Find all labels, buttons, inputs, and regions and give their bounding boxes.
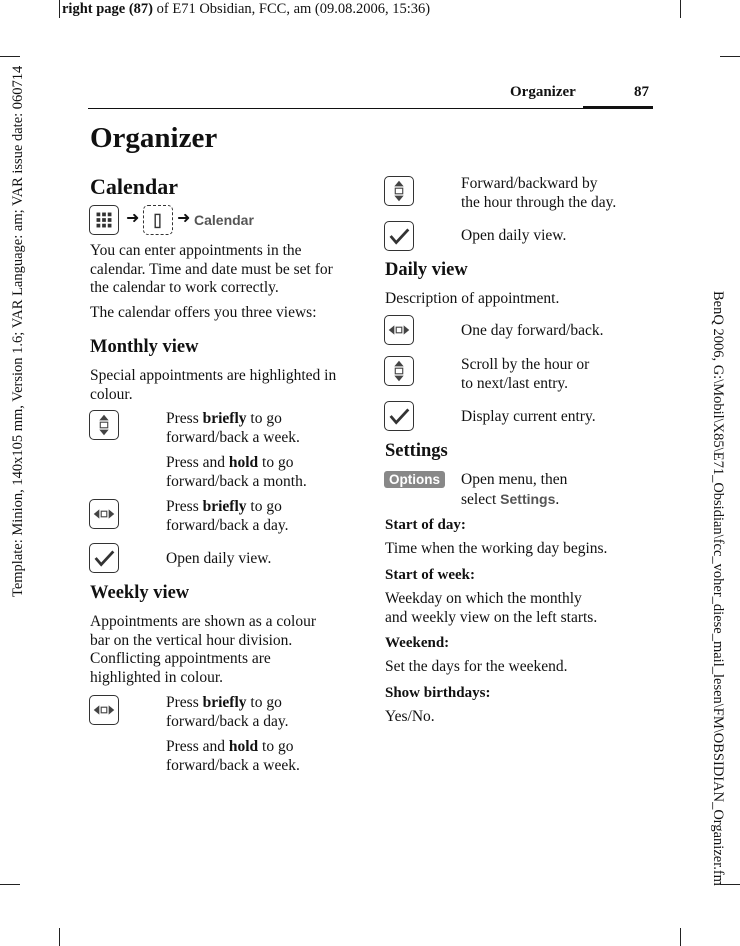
emphasis: hold bbox=[228, 738, 259, 755]
text-run: to go bbox=[246, 694, 282, 711]
organizer-icon bbox=[143, 205, 173, 235]
weekly-view-desc bbox=[90, 613, 316, 687]
daily-row-display: Display current entry. bbox=[461, 408, 596, 425]
views-intro: The calendar offers you three views: bbox=[90, 304, 317, 321]
text-line: Scroll by the hour or bbox=[461, 356, 590, 373]
page-number: 87 bbox=[634, 84, 649, 100]
page-title: Organizer bbox=[90, 122, 218, 154]
weekend-text: Set the days for the weekend. bbox=[385, 658, 568, 675]
crop-mark bbox=[680, 0, 681, 18]
leftright-nav-icon bbox=[384, 315, 414, 345]
start-of-week-label: Start of week: bbox=[385, 567, 475, 583]
weekly-row-week bbox=[166, 738, 300, 775]
header-rule-accent bbox=[583, 106, 653, 109]
text-run: to go bbox=[246, 498, 282, 515]
daily-view-desc: Description of appointment. bbox=[385, 290, 560, 307]
crop-mark bbox=[59, 0, 60, 18]
emphasis: briefly bbox=[202, 498, 247, 515]
text-line: colour. bbox=[90, 385, 133, 403]
monthly-row-month bbox=[166, 454, 307, 491]
start-of-week-text bbox=[385, 590, 597, 627]
arrow-right-icon: ➜ bbox=[126, 210, 140, 227]
text-line: forward/back a week. bbox=[166, 428, 300, 446]
updown-nav-icon bbox=[384, 356, 414, 386]
weekend-label: Weekend: bbox=[385, 635, 450, 651]
emphasis: briefly bbox=[202, 410, 247, 427]
text-line: forward/back a month. bbox=[166, 472, 307, 490]
checkmark-icon bbox=[384, 221, 414, 251]
text-line: You can enter appointments in the bbox=[90, 242, 302, 259]
text-line: Appointments are shown as a colour bbox=[90, 613, 316, 630]
print-meta-info: of E71 Obsidian, FCC, am (09.08.2006, 15:36) bbox=[153, 1, 431, 17]
text-run: Press bbox=[166, 694, 203, 711]
emphasis: briefly bbox=[202, 694, 247, 711]
text-line: forward/back a week. bbox=[166, 756, 300, 774]
calendar-intro bbox=[90, 242, 333, 298]
updown-nav-icon bbox=[384, 176, 414, 206]
weekly-row-day bbox=[166, 694, 289, 731]
weekly-row-open: Open daily view. bbox=[461, 227, 567, 244]
text-run: Press and bbox=[166, 738, 229, 755]
monthly-view-desc bbox=[90, 367, 336, 404]
start-of-day-label: Start of day: bbox=[385, 517, 466, 533]
monthly-row-week bbox=[166, 410, 300, 447]
monthly-row-day bbox=[166, 498, 289, 535]
emphasis: hold bbox=[228, 454, 259, 471]
checkmark-icon bbox=[89, 543, 119, 573]
menu-grid-icon bbox=[89, 205, 119, 235]
crop-mark bbox=[0, 56, 20, 57]
crop-mark bbox=[59, 928, 60, 946]
text-line: to next/last entry. bbox=[461, 374, 569, 392]
checkmark-icon bbox=[384, 401, 414, 431]
text-line: Weekday on which the monthly bbox=[385, 590, 582, 607]
start-of-day-text: Time when the working day begins. bbox=[385, 540, 608, 557]
running-header: Organizer bbox=[510, 84, 576, 100]
crop-mark bbox=[720, 56, 740, 57]
text-line: the hour through the day. bbox=[461, 193, 617, 211]
text-line: Forward/backward by bbox=[461, 175, 598, 192]
text-run: Press bbox=[166, 498, 203, 515]
text-line: Special appointments are highlighted in bbox=[90, 367, 337, 384]
daily-row-scroll bbox=[461, 356, 589, 393]
daily-view-heading: Daily view bbox=[385, 260, 468, 280]
monthly-row-open: Open daily view. bbox=[166, 550, 272, 567]
show-birthdays-label: Show birthdays: bbox=[385, 685, 491, 701]
settings-heading: Settings bbox=[385, 441, 448, 461]
settings-menu-item: Settings bbox=[500, 490, 556, 507]
print-meta bbox=[62, 1, 430, 18]
daily-row-day: One day forward/back. bbox=[461, 322, 604, 339]
text-run: Press bbox=[166, 410, 203, 427]
text-line: Open menu, then bbox=[461, 471, 568, 488]
template-info: Template: Minion, 140x105 mm, Version 1.6; VAR Language: am; VAR issue date: 060714 bbox=[10, 66, 26, 598]
settings-row-options bbox=[461, 471, 567, 509]
text-line: forward/back a day. bbox=[166, 516, 289, 534]
text-line: and weekly view on the left starts. bbox=[385, 608, 598, 626]
options-key: Options bbox=[384, 471, 445, 488]
crop-mark bbox=[0, 884, 20, 885]
text-line: Conflicting appointments are bbox=[90, 650, 271, 667]
text-line: calendar. Time and date must be set for bbox=[90, 260, 333, 278]
text-run: to go bbox=[258, 454, 294, 471]
text-line: forward/back a day. bbox=[166, 712, 289, 730]
file-path: BenQ 2006, G:\Mobil\X85\E71_Obsidian\fcc_voher_diese_mail_lesen\FM\OBSIDIAN_Organizer.fm bbox=[710, 291, 726, 886]
text-line: bar on the vertical hour division. bbox=[90, 631, 293, 649]
text-run: . bbox=[555, 490, 560, 508]
crop-mark bbox=[680, 928, 681, 946]
text-run: select bbox=[461, 490, 501, 508]
text-run: to go bbox=[258, 738, 294, 755]
header-rule bbox=[88, 108, 583, 109]
updown-nav-icon bbox=[89, 410, 119, 440]
text-run: to go bbox=[246, 410, 282, 427]
weekly-row-hour bbox=[461, 175, 616, 212]
leftright-nav-icon bbox=[89, 499, 119, 529]
arrow-right-icon: ➜ bbox=[177, 210, 191, 227]
show-birthdays-text: Yes/No. bbox=[385, 708, 435, 725]
leftright-nav-icon bbox=[89, 695, 119, 725]
text-run: Press and bbox=[166, 454, 229, 471]
monthly-view-heading: Monthly view bbox=[90, 337, 199, 357]
nav-path-calendar: Calendar bbox=[194, 212, 254, 228]
print-meta-page: right page (87) bbox=[62, 1, 154, 17]
text-line: the calendar to work correctly. bbox=[90, 279, 279, 296]
text-line: highlighted in colour. bbox=[90, 668, 224, 686]
calendar-heading: Calendar bbox=[90, 174, 178, 199]
weekly-view-heading: Weekly view bbox=[90, 583, 190, 603]
